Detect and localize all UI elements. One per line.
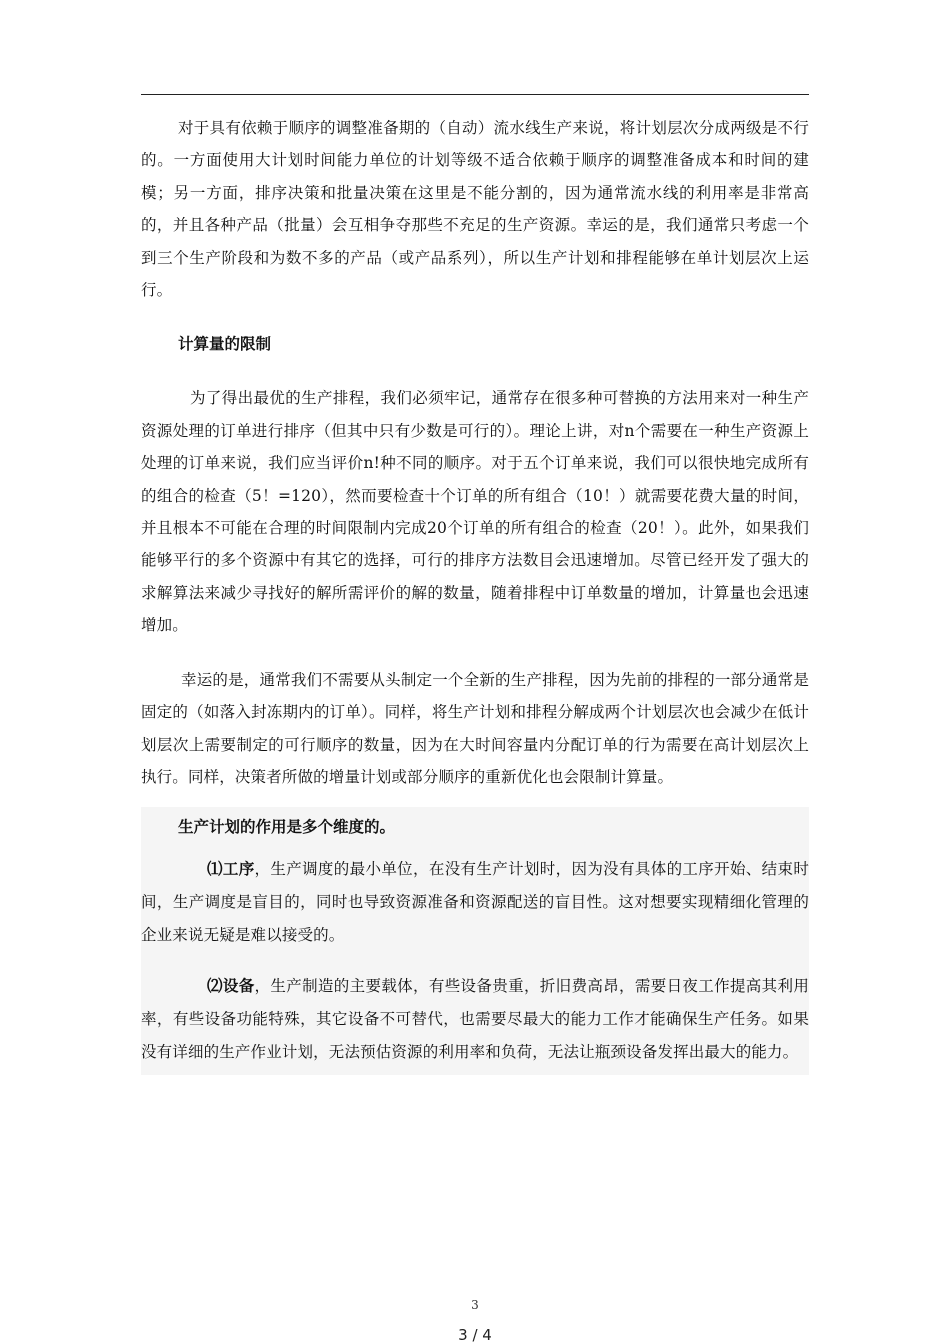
item-label-equipment: ⑵设备 <box>207 977 255 996</box>
header-rule <box>141 94 809 95</box>
box-item-process <box>141 853 809 952</box>
paragraph-flowline: 对于具有依赖于顺序的调整准备期的（自动）流水线生产来说，将计划层次分成两级是不行的。一方面使用大计划时间能力单位的计划等级不适合依赖于顺序的调整准备成本和时间的建模；另一方面，排序决策和批量决策在这里是不能分割的，因为通常流水线的利用率是非常高的，并且各种产品（批量）会互相争夺那些不充足的生产资源。幸运的是，我们通常只考虑一个到三个生产阶段和为数不多的产品（或产品系列），所以生产计划和排程能够在单计划层次上运行。 <box>141 119 809 300</box>
item-text-process: ，生产调度的最小单位，在没有生产计划时，因为没有具体的工序开始、结束时间，生产调度是盲目的，同时也导致资源准备和资源配送的盲目性。这对想要实现精细化管理的企业来说无疑是难以接受的。 <box>141 860 809 945</box>
page-number: 3 <box>471 1298 479 1312</box>
highlight-box <box>141 807 809 1075</box>
document-body <box>141 112 809 1075</box>
page-indicator: 3 / 4 <box>458 1326 492 1344</box>
paragraph-computation: 为了得出最优的生产排程，我们必须牢记，通常存在很多种可替换的方法用来对一种生产资源处理的订单进行排序（但其中只有少数是可行的）。理论上讲，对n个需要在一种生产资源上处理的订单来说，我们应当评价n!种不同的顺序。对于五个订单来说，我们可以很快地完成所有的组合的检查（5！=120），然而要检查十个订单的所有组合（10！）就需要花费大量的时间，并且根本不可能在合理的时间限制内完成20个订单的所有组合的检查（20！）。此外，如果我们能够平行的多个资源中有其它的选择，可行的排序方法数目会迅速增加。尽管已经开发了强大的求解算法来减少寻找好的解所需评价的解的数量，随着排程中订单数量的增加，计算量也会迅速增加。 <box>141 389 809 635</box>
box-heading: 生产计划的作用是多个维度的。 <box>178 818 396 837</box>
section-heading-computation: 计算量的限制 <box>178 335 272 354</box>
box-item-equipment <box>141 970 809 1069</box>
paragraph-fortunately: 幸运的是，通常我们不需要从头制定一个全新的生产排程，因为先前的排程的一部分通常是固定的（如落入封冻期内的订单）。同样，将生产计划和排程分解成两个计划层次也会减少在低计划层次上需要制定的可行顺序的数量，因为在大时间容量内分配订单的行为需要在高计划层次上执行。同样，决策者所做的增量计划或部分顺序的重新优化也会限制计算量。 <box>141 670 809 786</box>
item-label-process: ⑴工序 <box>207 860 255 879</box>
item-text-equipment: ，生产制造的主要载体，有些设备贵重，折旧费高昂，需要日夜工作提高其利用率，有些设备功能特殊，其它设备不可替代，也需要尽最大的能力工作才能确保生产任务。如果没有详细的生产作业计划，无法预估资源的利用率和负荷，无法让瓶颈设备发挥出最大的能力。 <box>141 977 809 1062</box>
